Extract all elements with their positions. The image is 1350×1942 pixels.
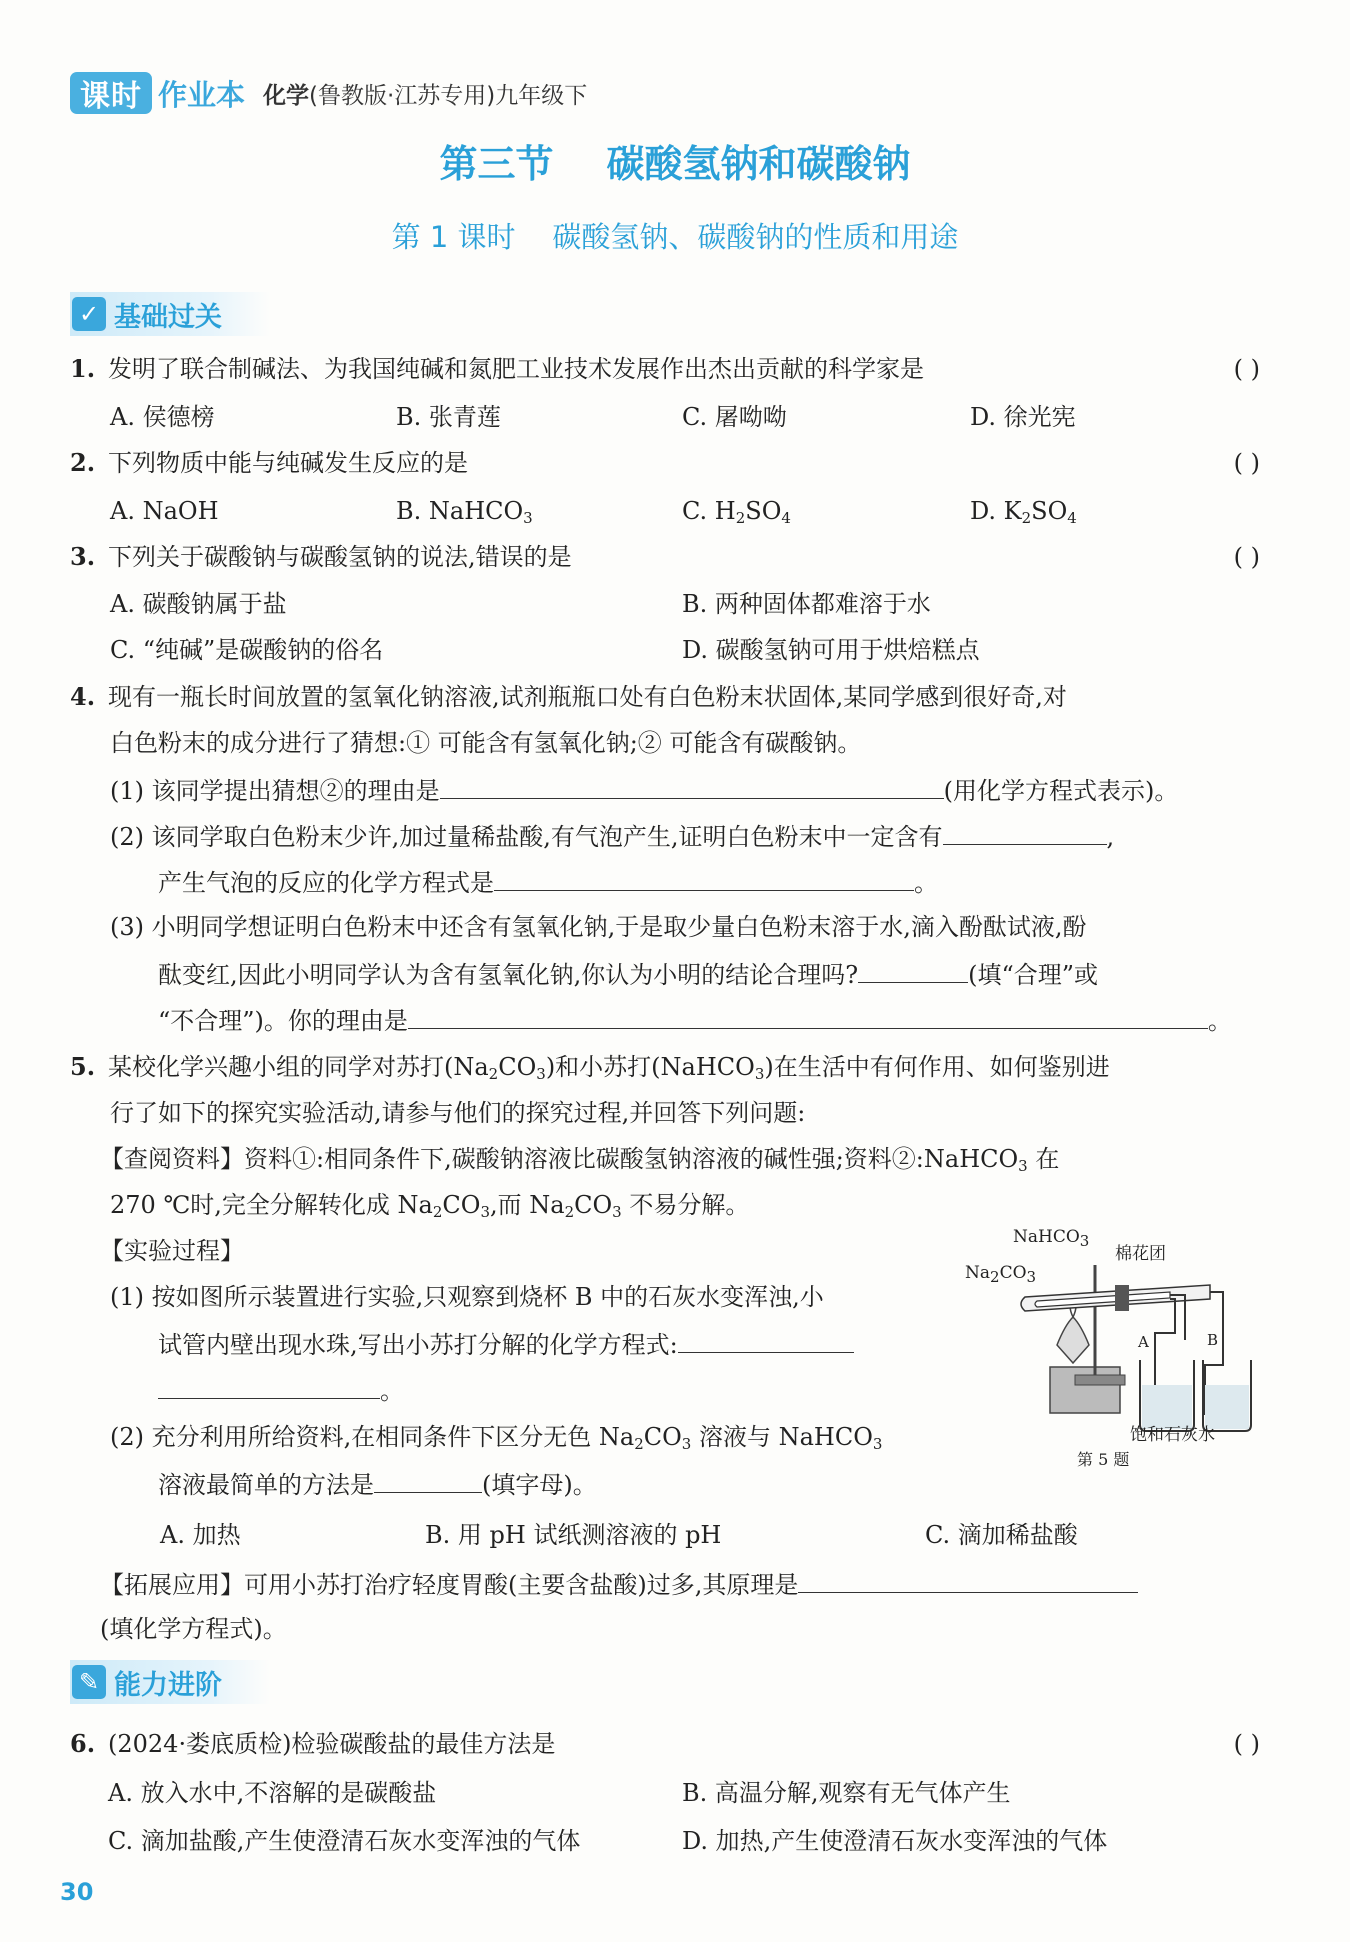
question-4-part2: (2) 该同学取白色粉末少许,加过量稀盐酸,有气泡产生,证明白色粉末中一定含有 , [110,818,1300,854]
question-4-part3-line3: “不合理”)。你的理由是 。 [158,1002,1348,1038]
question-text: 下列物质中能与纯碱发生反应的是 [108,449,468,477]
question-2-stem [70,446,1260,480]
question-number: 6. [70,1729,96,1758]
question-4-part3-line2: 酞变红,因此小明同学认为含有氢氧化钠,你认为小明的结论合理吗? (填“合理”或 [158,956,1348,992]
question-text: (2024·娄底质检)检验碳酸盐的最佳方法是 [108,1730,556,1758]
figure-caption: 第 5 题 [1077,1450,1130,1469]
option-c[interactable]: C. 滴加盐酸,产生使澄清石灰水变浑浊的气体 [108,1827,581,1855]
question-4-stem-line2: 白色粉末的成分进行了猜想:① 可能含有氢氧化钠;② 可能含有碳酸钠。 [110,729,862,757]
option-c[interactable]: C. 滴加稀盐酸 [925,1521,1078,1549]
question-5-part1-line3: 。 [158,1372,558,1408]
option-c[interactable]: C. $H_2SO_4$ [682,497,791,527]
option-b[interactable]: B. 两种固体都难溶于水 [682,590,931,618]
lesson-title: 第 1 课时 碳酸氢钠、碳酸钠的性质和用途 [391,220,959,254]
question-5-stem-line2: 行了如下的探究实验活动,请参与他们的探究过程,并回答下列问题: [110,1099,806,1127]
answer-bracket[interactable]: ( ) [1233,543,1260,571]
option-a[interactable]: A. 侯德榜 [110,403,215,431]
question-5-part1-line2: 试管内壁出现水珠,写出小苏打分解的化学方程式: [158,1326,958,1362]
question-number: 3. [70,542,96,571]
cotton-label: 棉花团 [1115,1244,1166,1264]
beaker-a-label: A [1138,1333,1149,1351]
band-label: 基础过关 [114,301,222,333]
answer-blank[interactable] [374,1466,482,1493]
pencil-icon: ✎ [72,1665,106,1699]
subject-info [263,77,587,110]
answer-bracket[interactable]: ( ) [1233,355,1260,383]
reference-info-line1: 【查阅资料】资料①:相同条件下,碳酸钠溶液比碳酸氢钠溶液的碱性强;资料②:NaHCO$_3$ 在 [100,1145,1060,1175]
checkmark-icon: ✓ [72,297,106,331]
answer-bracket[interactable]: ( ) [1233,1730,1260,1758]
reference-info-line2: 270 ℃时,完全分解转化成 $Na_2CO_3$,而 $Na_2CO_3$ 不易分解。 [110,1191,750,1221]
option-d[interactable]: D. 徐光宪 [970,403,1076,431]
question-4-part1: (1) 该同学提出猜想②的理由是 (用化学方程式表示)。 [110,772,1300,808]
answer-blank[interactable] [440,772,944,799]
section-band-basic [70,292,270,336]
na2co3-label: $Na_2CO_3$ [965,1263,1037,1286]
question-3-stem [70,540,1260,574]
page-header [70,72,587,114]
answer-blank[interactable] [408,1002,1208,1029]
option-a[interactable]: A. NaOH [110,497,219,525]
question-5-part1-line1: (1) 按如图所示装置进行实验,只观察到烧杯 B 中的石灰水变浑浊,小 [110,1283,824,1311]
experiment-heading: 【实验过程】 [100,1237,244,1265]
question-1-stem [70,352,1260,386]
subject-edition: (鲁教版·江苏专用)九年级下 [309,82,588,109]
question-number: 4. [70,682,96,711]
option-b[interactable]: B. 高温分解,观察有无气体产生 [682,1779,1011,1807]
nahco3-label: NaHCO$_3$ [1013,1227,1090,1250]
limewater-label: 饱和石灰水 [1130,1425,1215,1445]
option-b[interactable]: B. 张青莲 [396,403,501,431]
question-6-stem [70,1727,1260,1761]
question-4-part3-line1: (3) 小明同学想证明白色粉末中还含有氢氧化钠,于是取少量白色粉末溶于水,滴入酚酞试液,酚 [110,913,1087,941]
option-b[interactable]: B. NaHCO$_3$ [396,497,533,527]
question-number: 2. [70,448,96,477]
brand-name: 作业本 [158,77,246,112]
option-a[interactable]: A. 加热 [160,1521,241,1549]
question-5-part2-line1: (2) 充分利用所给资料,在相同条件下区分无色 $Na_2CO_3$ 溶液与 NaHCO$_3$ [110,1423,883,1453]
answer-blank[interactable] [858,956,968,983]
option-a[interactable]: A. 放入水中,不溶解的是碳酸盐 [108,1779,437,1807]
option-b[interactable]: B. 用 pH 试纸测溶液的 pH [425,1521,722,1549]
section-title: 第三节 碳酸氢钠和碳酸钠 [439,142,911,186]
question-text: 下列关于碳酸钠与碳酸氢钠的说法,错误的是 [108,543,572,571]
extended-application-line1: 【拓展应用】可用小苏打治疗轻度胃酸(主要含盐酸)过多,其原理是 [100,1566,1290,1602]
option-d[interactable]: D. 碳酸氢钠可用于烘焙糕点 [682,636,980,664]
option-c[interactable]: C. 屠呦呦 [682,403,787,431]
answer-blank[interactable] [158,1372,380,1399]
logo: 课时 [70,72,152,114]
section-band-ability [70,1660,270,1704]
question-4-part2b: 产生气泡的反应的化学方程式是 。 [158,864,1348,900]
option-c[interactable]: C. “纯碱”是碳酸钠的俗名 [110,636,384,664]
answer-blank[interactable] [943,818,1107,845]
answer-blank[interactable] [678,1326,854,1353]
answer-blank[interactable] [494,864,914,891]
experiment-apparatus-figure [955,1225,1255,1470]
option-d[interactable]: D. $K_2SO_4$ [970,497,1077,527]
page-number: 30 [60,1878,94,1906]
answer-bracket[interactable]: ( ) [1233,449,1260,477]
option-a[interactable]: A. 碳酸钠属于盐 [110,590,287,618]
question-text: 发明了联合制碱法、为我国纯碱和氮肥工业技术发展作出杰出贡献的科学家是 [108,355,924,383]
option-d[interactable]: D. 加热,产生使澄清石灰水变浑浊的气体 [682,1827,1108,1855]
question-5-stem-line1: 5. 某校化学兴趣小组的同学对苏打$(Na_2CO_3)$和小苏打(NaHCO$_3$)在生活中有何作用、如何鉴别进 [70,1052,1110,1083]
question-5-part2-line2: 溶液最简单的方法是 (填字母)。 [158,1466,958,1502]
question-4-stem-line1 [70,680,1260,714]
question-number: 5. [70,1052,96,1081]
extended-application-line2: (填化学方程式)。 [100,1615,287,1643]
subject-name: 化学 [263,82,310,109]
question-text: 现有一瓶长时间放置的氢氧化钠溶液,试剂瓶瓶口处有白色粉末状固体,某同学感到很好奇,对 [108,683,1067,711]
beaker-b-label: B [1207,1331,1219,1349]
answer-blank[interactable] [798,1566,1138,1593]
band-label: 能力进阶 [114,1669,222,1701]
question-number: 1. [70,354,96,383]
